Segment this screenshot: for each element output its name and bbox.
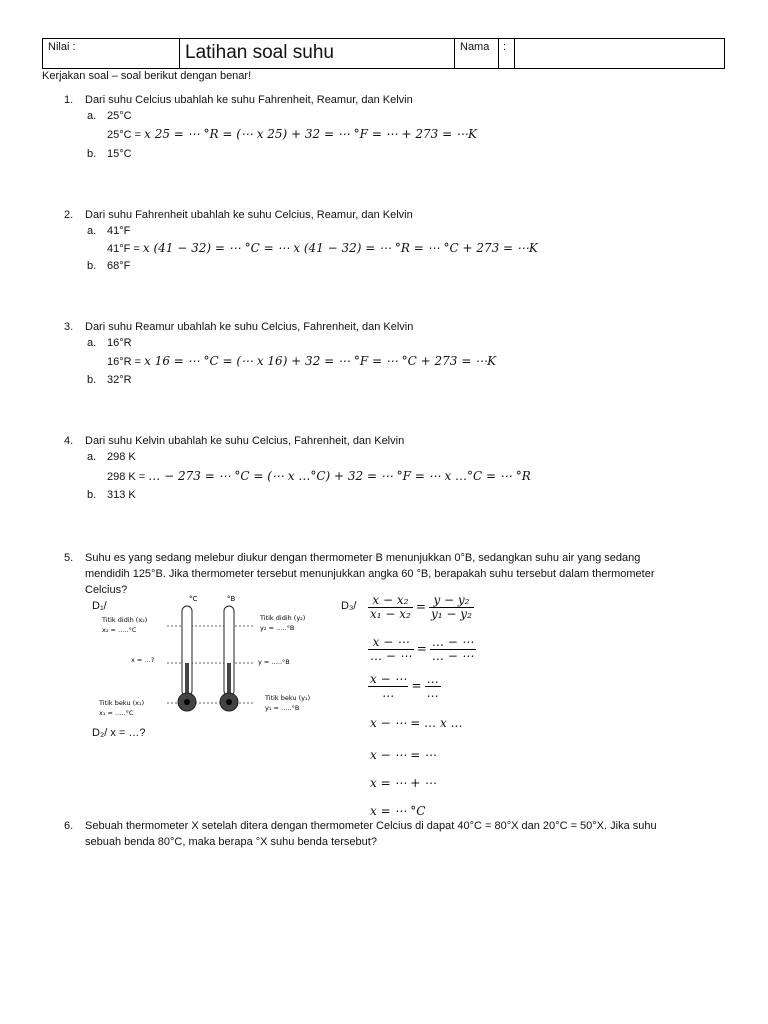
q1-a-formula-lhs: 25°C = bbox=[107, 129, 142, 141]
titik-didih-x-label: Titik didih (x₂) bbox=[102, 616, 148, 624]
header-table bbox=[42, 38, 725, 69]
celsius-thermometer bbox=[178, 606, 196, 711]
thermometer-diagram bbox=[95, 592, 340, 722]
step2-right-fraction bbox=[430, 636, 476, 663]
step2-right-num: … − ⋯ bbox=[431, 635, 474, 649]
y-value-label: y = …..°B bbox=[258, 658, 290, 666]
nama-cell bbox=[455, 39, 499, 68]
y1-value-label: y₁ = …..°B bbox=[265, 704, 300, 712]
x2-value-label: x₂ = …..°C bbox=[102, 626, 137, 634]
step1-left-fraction bbox=[368, 594, 413, 621]
q6-line-1: Sebuah thermometer X setelah ditera dengan thermometer Celcius di dapat 40°C = 80°X dan 20°C = 50°X. Jika suhu bbox=[85, 820, 657, 832]
titik-beku-y-label: Titik beku (y₁) bbox=[265, 694, 311, 702]
q2-a-value: 41°F bbox=[107, 225, 131, 237]
q4-a-value: 298 K bbox=[107, 451, 136, 463]
q1-number: 1. bbox=[64, 94, 74, 106]
q2-number: 2. bbox=[64, 209, 74, 221]
step2-left-fraction bbox=[368, 636, 414, 663]
q5-step-2: $\frac{x - \cdots}{\dots - \cdots}$ = $\frac{\dots - \cdots}{\dots - \cdots}$ bbox=[370, 635, 474, 663]
q2-b-value: 68°F bbox=[107, 260, 131, 272]
step1-right-den: y₁ − y₂ bbox=[431, 607, 472, 621]
title-cell bbox=[180, 39, 455, 68]
q5-step-5: x − ⋯ = ⋯ bbox=[370, 748, 437, 762]
step3-right-fraction bbox=[425, 673, 441, 700]
step3-right-num: … bbox=[426, 672, 439, 686]
q2-a-formula-rhs: x (41 − 32) = ⋯ °C = ⋯ x (41 − 32) = ⋯ °R = ⋯ °C + 273 = ⋯K bbox=[142, 241, 538, 255]
titik-beku-x-label: Titik beku (x₁) bbox=[99, 699, 145, 707]
q1-a-value: 25°C bbox=[107, 110, 132, 122]
q4-a-formula bbox=[107, 469, 531, 483]
q2-a-formula bbox=[107, 241, 538, 255]
step1-left-num: x − x₂ bbox=[368, 594, 413, 608]
q6-line-2: sebuah benda 80°C, maka berapa °X suhu benda tersebut? bbox=[85, 836, 377, 848]
q3-a-formula-rhs: x 16 = ⋯ °C = (⋯ x 16) + 32 = ⋯ °F = ⋯ °C + 273 = ⋯K bbox=[144, 354, 497, 368]
q3-text: Dari suhu Reamur ubahlah ke suhu Celcius, Fahrenheit, dan Kelvin bbox=[85, 321, 414, 333]
step2-left-num: x − ⋯ bbox=[368, 636, 414, 650]
q4-b-value: 313 K bbox=[107, 489, 136, 501]
q4-b-label: b. bbox=[87, 489, 97, 501]
q5-line-3: Celcius? bbox=[85, 584, 128, 596]
q4-text: Dari suhu Kelvin ubahlah ke suhu Celcius, Fahrenheit, dan Kelvin bbox=[85, 435, 405, 447]
x-value-label: x = …? bbox=[131, 656, 155, 664]
q4-a-formula-lhs: 298 K = bbox=[107, 471, 146, 483]
q3-a-value: 16°R bbox=[107, 337, 132, 349]
q1-b-label: b. bbox=[87, 148, 97, 160]
colon-cell bbox=[499, 39, 515, 68]
step2-right-den: … − ⋯ bbox=[431, 649, 474, 663]
step3-left-den: … bbox=[382, 686, 395, 700]
step3-left-num: x − ⋯ bbox=[370, 672, 407, 686]
instruction: Kerjakan soal – soal berikut dengan benar! bbox=[42, 70, 252, 82]
q3-b-value: 32°R bbox=[107, 374, 132, 386]
q3-b-label: b. bbox=[87, 374, 97, 386]
q1-text: Dari suhu Celcius ubahlah ke suhu Fahrenheit, Reamur, dan Kelvin bbox=[85, 94, 413, 106]
q3-a-formula bbox=[107, 354, 496, 368]
q5-d2: D₂/ x = …? bbox=[92, 727, 146, 739]
nilai-cell bbox=[43, 39, 180, 68]
step3-right-den: … bbox=[426, 686, 439, 700]
y2-value-label: y₂ = …..°B bbox=[260, 624, 295, 632]
q5-step-3: $\frac{x - \cdots}{\dots}$ = $\frac{\dots}{\dots}$ bbox=[370, 672, 439, 700]
nama-label: Nama bbox=[460, 41, 490, 53]
q5-line-1: Suhu es yang sedang melebur diukur dengan thermometer B menunjukkan 0°B, sedangkan suhu air yang sedang bbox=[85, 552, 641, 564]
q5-number: 5. bbox=[64, 552, 74, 564]
q3-a-label: a. bbox=[87, 337, 97, 349]
q5-step-7: x = ⋯ °C bbox=[370, 804, 426, 818]
b-scale-label: °B bbox=[227, 595, 236, 603]
step3-left-fraction bbox=[368, 673, 408, 700]
q6-number: 6. bbox=[64, 820, 74, 832]
colon-label: : bbox=[503, 41, 507, 53]
q5-d3: D₃/ bbox=[341, 600, 357, 612]
q5-line-2: mendidih 125°B. Jika thermometer tersebut menunjukkan angka 60 °B, berapakah suhu tersebut dalam thermometer bbox=[85, 568, 655, 580]
q2-a-label: a. bbox=[87, 225, 97, 237]
q1-a-formula bbox=[107, 127, 477, 141]
nilai-label: Nilai : bbox=[48, 41, 76, 53]
q4-number: 4. bbox=[64, 435, 74, 447]
q3-number: 3. bbox=[64, 321, 74, 333]
q1-a-label: a. bbox=[87, 110, 97, 122]
step1-right-fraction bbox=[429, 594, 474, 621]
q2-text: Dari suhu Fahrenheit ubahlah ke suhu Celcius, Reamur, dan Kelvin bbox=[85, 209, 413, 221]
q5-step-6: x = ⋯ + ⋯ bbox=[370, 776, 437, 790]
q3-a-formula-lhs: 16°R = bbox=[107, 356, 142, 368]
q2-a-formula-lhs: 41°F = bbox=[107, 243, 140, 255]
q1-a-formula-rhs: x 25 = ⋯ °R = (⋯ x 25) + 32 = ⋯ °F = ⋯ + 273 = ⋯K bbox=[144, 127, 477, 141]
titik-didih-y-label: Titik didih (y₂) bbox=[260, 614, 306, 622]
step1-right-num: y − y₂ bbox=[429, 594, 474, 608]
q4-a-label: a. bbox=[87, 451, 97, 463]
x1-value-label: x₁ = …..°C bbox=[99, 709, 134, 717]
page-title: Latihan soal suhu bbox=[185, 42, 334, 63]
q1-b-value: 15°C bbox=[107, 148, 132, 160]
q5-step-4: x − ⋯ = … x … bbox=[370, 716, 463, 730]
b-thermometer bbox=[220, 606, 238, 711]
q5-step-1: $\frac{\text{x − x₂}}{\text{x₁ − x₂}}$ = $\frac{\text{y − y₂}}{\text{y₁ − y₂}}$ bbox=[370, 593, 472, 621]
step1-left-den: x₁ − x₂ bbox=[370, 607, 411, 621]
q5-d1: D₁/ bbox=[92, 600, 107, 612]
q2-b-label: b. bbox=[87, 260, 97, 272]
q4-a-formula-rhs: … − 273 = ⋯ °C = (⋯ x …°C) + 32 = ⋯ °F = ⋯ x …°C = ⋯ °R bbox=[148, 469, 531, 483]
step2-left-den: … − ⋯ bbox=[370, 649, 412, 663]
nama-value-cell bbox=[515, 39, 724, 68]
celsius-scale-label: °C bbox=[189, 595, 198, 603]
